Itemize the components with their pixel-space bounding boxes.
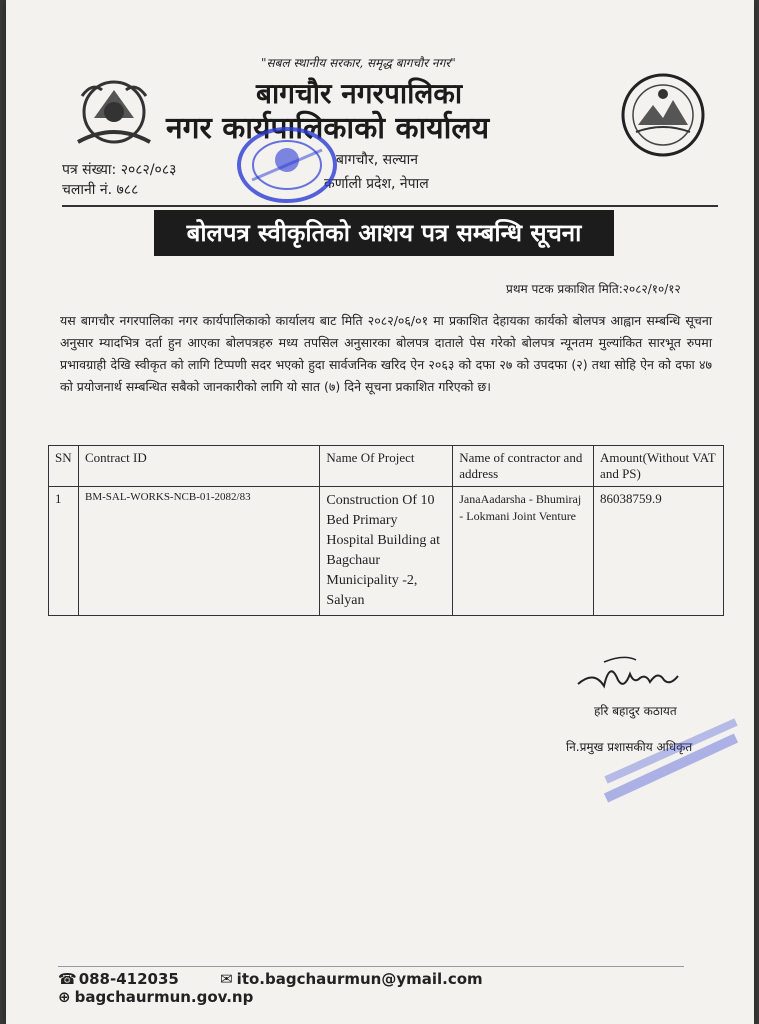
notice-body: यस बागचौर नगरपालिका नगर कार्यपालिकाको कार्यालय बाट मिति २०८२/०६/०१ मा प्रकाशित देहायका कार्यको बोलपत्र आह्वान सम्बन्धि सूचना अनुसार म्यादभित्र दर्ता हुन आएका बोलपत्रहरु मध्य तपसिल अनुसारका बोलपत्र दाताले पेस गरेको बोलपत्र न्यूनतम मुल्यांकित सारभूत रुपमा प्रभावग्राही देखि स्वीकृत को लागि टिप्पणी सदर भएको हुदा सार्वजनिक खरिद ऐन २०६३ को दफा २७ को उपदफा (२) तथा सोहि ऐन को दफा ४७ को प्रयोजनार्थ सम्बन्धित सबैको जानकारीको लागि यो सात (७) दिने सूचना प्रकाशित गरिएको छ। bbox=[60, 313, 712, 394]
office-stamp-icon bbox=[232, 120, 342, 210]
tagline: "सबल स्थानीय सरकार, समृद्ध बागचौर नगर" bbox=[261, 56, 456, 70]
nepal-emblem-icon bbox=[68, 72, 160, 152]
table-header-row bbox=[49, 446, 724, 487]
footer-email: ✉ ito.bagchaurmun@ymail.com bbox=[220, 970, 483, 988]
header-sn: SN bbox=[49, 446, 79, 487]
office-name: नगर कार्यपालिकाको कार्यालय bbox=[166, 111, 490, 146]
footer-phone: ☎ 088-412035 bbox=[58, 970, 179, 988]
table-row bbox=[49, 487, 724, 616]
email-icon: ✉ bbox=[220, 970, 233, 988]
reference-number: पत्र संख्या: २०८२/०८३ bbox=[62, 162, 177, 178]
cell-sn: 1 bbox=[49, 487, 79, 616]
cell-contract-id: BM-SAL-WORKS-NCB-01-2082/83 bbox=[78, 487, 319, 616]
cell-contractor: JanaAadarsha - Bhumiraj - Lokmani Joint Venture bbox=[453, 487, 594, 616]
address-line-1: बागचौर, सल्यान bbox=[336, 152, 419, 168]
municipality-logo-icon bbox=[618, 70, 708, 160]
officer-stamp-icon bbox=[596, 718, 746, 808]
footer-divider bbox=[58, 966, 684, 967]
contract-table bbox=[48, 445, 724, 616]
footer-contacts bbox=[58, 970, 754, 1006]
cell-amount: 86038759.9 bbox=[594, 487, 724, 616]
globe-icon: ⊕ bbox=[58, 988, 71, 1006]
dispatch-number: चलानी नं. ७८८ bbox=[62, 182, 139, 198]
address-line-2: कर्णाली प्रदेश, नेपाल bbox=[324, 176, 429, 192]
notice-title: बोलपत्र स्वीकृतिको आशय पत्र सम्बन्धि सूचना bbox=[154, 210, 614, 256]
header-amount: Amount(Without VAT and PS) bbox=[594, 446, 724, 487]
municipality-name: बागचौर नगरपालिका bbox=[256, 77, 463, 110]
header-divider bbox=[62, 205, 718, 207]
signatory-title: नि.प्रमुख प्रशासकीय अधिकृत bbox=[566, 740, 693, 754]
header-contract-id: Contract ID bbox=[78, 446, 319, 487]
phone-icon: ☎ bbox=[58, 970, 77, 988]
footer-website: ⊕ bagchaurmun.gov.np bbox=[58, 988, 254, 1006]
signature-icon bbox=[574, 650, 684, 700]
published-date: प्रथम पटक प्रकाशित मिति:२०८२/१०/१२ bbox=[506, 282, 681, 296]
document-page bbox=[6, 0, 754, 1024]
signatory-name: हरि बहादुर कठायत bbox=[594, 704, 677, 718]
cell-project: Construction Of 10 Bed Primary Hospital Building at Bagchaur Municipality -2, Salyan bbox=[320, 487, 453, 616]
header-project: Name Of Project bbox=[320, 446, 453, 487]
header-contractor: Name of contractor and address bbox=[453, 446, 594, 487]
